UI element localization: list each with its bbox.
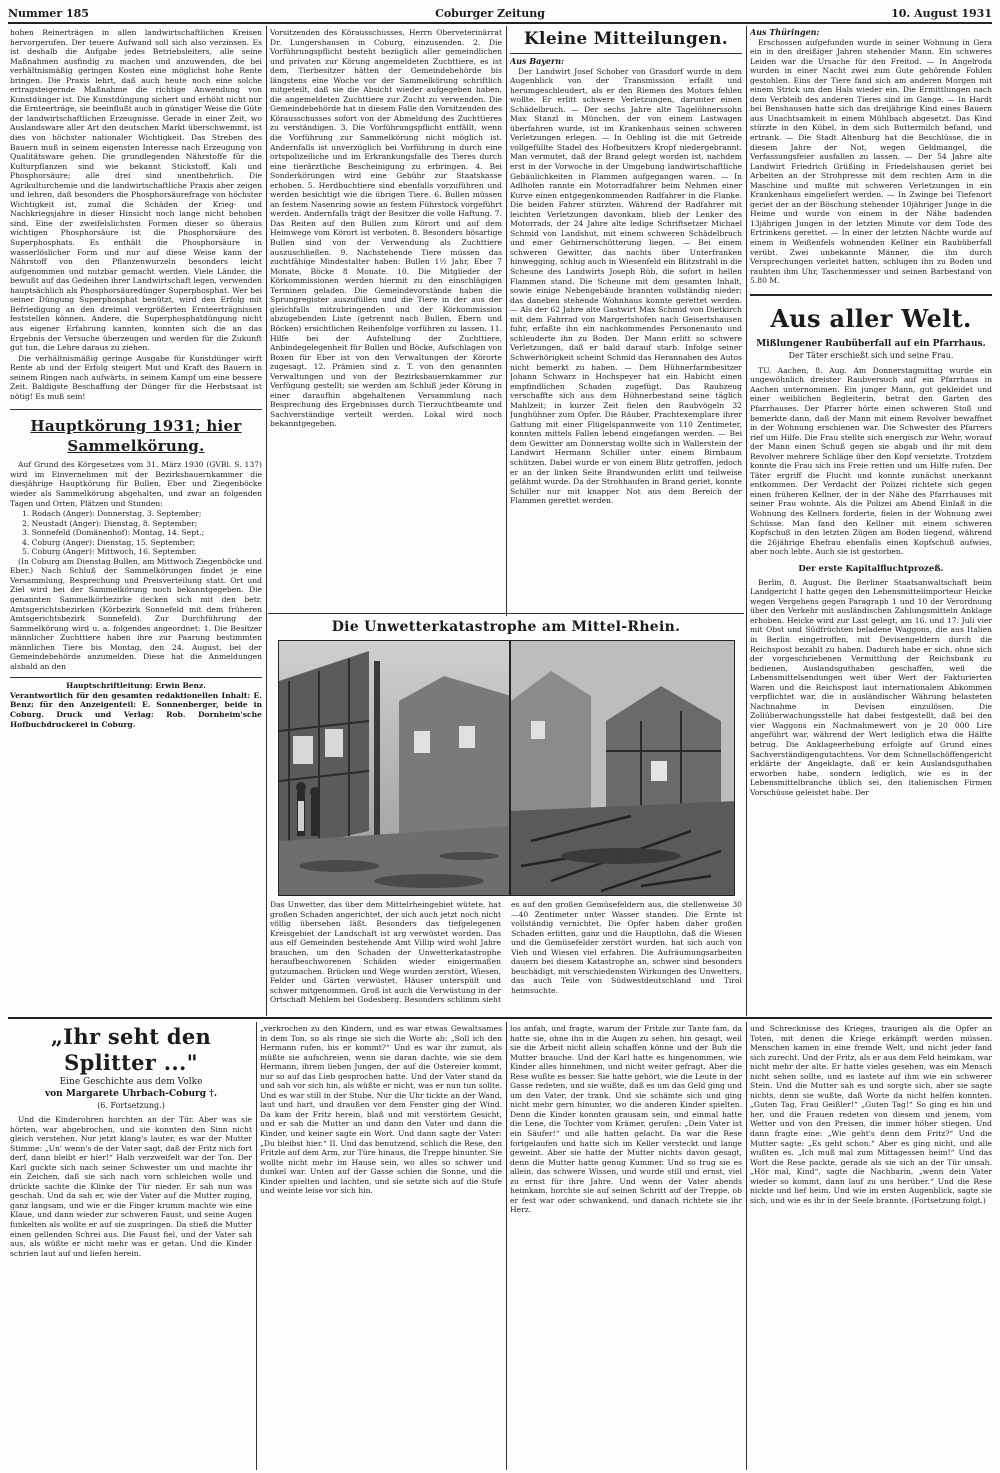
column-rule <box>506 26 507 616</box>
story-column-1 <box>10 1024 252 1469</box>
feuilleton-rule <box>8 1017 992 1019</box>
region-label-thueringen: Aus Thüringen: <box>750 28 820 37</box>
story-text-3: los anfah, und fragte, warum der Fritzle zur Tante fam, da hatte sie, ohne ihn in die Augen zu sehen, hin gesagt, weil sie die Arbeit nicht allein schaffen könne und der Bub die Mutter brauche. Und der Karl hatte es hingenommen, wie Kinder alles hinnehmen, und nicht weiter gefragt. Aber die Rese wußte es besser. Sie hatte gehört, wie die Leute in der Gasse redeten, und sie wußte, daß es um das Geld ging und um den Vater, der trank. Und sie schämte sich und ging nicht mehr gern hinunter, wo die anderen Kinder spielten. Denn die Kinder konnten grausam sein, und einmal hatte die Lene, die Tochter vom Krämer, gerufen: „Dein Vater ist ein Säufer!“ und alle hatten gelacht. Da war die Rese fortgelaufen und hatte sich im Keller versteckt und lange geweint. Aber sie hatte der Mutter nichts davon gesagt, denn die Mutter hatte genug Kummer. Und so trug sie es allein, das schwere Wissen, und wurde still und ernst, viel zu ernst für ihre Jahre. Und wenn der Vater abends heimkam, horchte sie auf seinen Schritt auf der Treppe, ob er fest war oder schwankend, und danach richtete sie ihr Herz. <box>510 1024 742 1215</box>
bayern-news: Der Landwirt Josef Schober von Grasdorf wurde in dem Augenblick von der Transmission erfaßt und herumgeschleudert, als er den Riemen des Motors fehlen wollte. Er erlitt schwere Verletzungen, darunter einen Schädelbruch. — Der sechs Jahre alte Tagelöhnerssohn Max Stanzl in München, der von einem Lastwagen überfahren wurde, ist im Krankenhaus seinen schweren Verletzungen erlegen. — In Oebling ist die mit Getreide vollgefüllte Stadel des Hofbesitzers Kropf niedergebrannt. Man vermutet, daß der Brand gelegt worden ist, nachdem erst in der Vorwoche in der Umgebung landwirtschaftliche Gebäulichkeiten in Flammen aufgegangen waren. — In Adlhofen rannte ein Motorradfahrer beim Nehmen einer Kurve einen entgegenkommenden Radfahrer in die Flanke. Die beiden Fahrer stürzten. Während der Radfahrer mit leichten Verletzungen davonkam, blieb der Lenker des Motorrads, der 24 Jahre alte ledige Schriftsetzer Michael Schmid von Landshut, mit einem schweren Schädelbruch und einer Gehirnerschütterung liegen. — Bei einem schweren Gewitter, das nachts über Unterfranken hinwegging, schlug auch in Wiesenfeld ein Blitzstrahl in die Scheune des Landwirts Joseph Rüb, die sofort in hellen Flammen stand. Die Scheune mit dem gesamten Inhalt, sowie einige Nebengebäude brannten vollständig nieder; das daneben stehende Wohnhaus konnte gerettet werden. — Als der 62 Jahre alte Gastwirt Max Schmid von Dietkirch mit dem Fahrrad von Margertshofen nach Geisertshausen fuhr, erfaßte ihn ein nachkommendes Personenauto und schleuderte ihn zu Boden. Der Mann erlitt so schwere Verletzungen, daß er bald darauf starb. Infolge seiner Schwerhörigkeit scheint Schmid das Herannahen des Autos nicht bemerkt zu haben. — Dem Hühnerfarmbesitzer Johann Schwarz in Hochspeyer hat ein Habicht einen empfindlichen Schaden zugefügt. Das Raubzeug verschaffte sich aus dem Hühnerbestand seine täglich Mahlzeit; in kurzer Zeit fielen den Raubvögeln 32 Junghühner zum Opfer. Die Räuber, Prachtexemplare ihrer Gattung mit einer Flügelspannweite von 110 Zentimeter, konnten mittels Fallen lebend eingefangen werden. — Bei dem Gewitter am Donnerstag wollte sich in Wallerstein der Landwirt Hermann Schiller unter einem Birnbaum schützen. Dabei wurde er von einem Blitz getroffen, jedoch er an der linken Seite Brandwunden erlitt und teilweise gelähmt wurde. Da der Strohhaufen in Brand geriet, konnte Schiller nur mit knapper Not aus dem Bereich der Flammen gerettet werden. <box>510 66 742 506</box>
issue-date: 10. August 1931 <box>891 6 992 20</box>
list-item: 4. Coburg (Anger): Dienstag, 15. September; <box>22 537 196 547</box>
editor-text: Verantwortlich für den gesamten redaktionellen Inhalt: E. Benz; für den Anzeigenteil: E. Sonnenberger, beide in Coburg. Druck und Verlag: Rob. Dornheim'sche Hofbuchdruckerei in Coburg. <box>10 690 262 729</box>
photo-destroyed-houses-illustration <box>511 641 735 896</box>
masthead-rule <box>8 22 992 24</box>
divider <box>10 677 262 678</box>
column-rule <box>746 26 747 1016</box>
koerung-continued: Vorsitzenden des Körausschusses, Herrn Oberveterinärrat Dr. Lungershausen in Coburg, einzusenden. 2. Die Vorführungspflicht besteht bezüglich aller gemeindlichen und privaten zur Körung angemeldeten Zuchttiere, es ist dem, Tierbesitzer hätten der Gemeindebehörde bis längstens eine Woche vor der Sammelkörung schriftlich mitgeteilt, daß sie die Absicht wieder aufgegeben haben, die angemeldeten Zuchttiere zur Zucht zu verwenden. Die Gemeindebehörde hat in diesem Falle den Vorsitzenden des Körausschusses sofort von der Abmeldung des Zuchttieres zu verständigen. 3. Die Vorführungspflicht entfällt, wenn die Vorführung zur Sammelkörung nicht möglich ist. Andernfalls ist unverzüglich bei Vorführung in durch eine ortspolizeiliche und im Erkrankungsfalle des Tieres durch eine tierärztliche Bescheinigung zu erbringen. 4. Bei Sonderkörungen wird eine Gebühr zur Staatskasse erhoben. 5. Herdbuchtiere sind ebenfalls vorzuführen und werden besichtigt wie die übrigen Tiere. 6. Bullen müssen an festem Nasenring sowie an festem Führstock vorgeführt werden. Andernfalls trägt der Besitzer die volle Haftung. 7. Das Reiten auf den Bullen zum Körort und auf dem Heimwege vom Körort ist verboten. 8. Besonders bösartige Bullen sind von der Verwendung als Zuchttiere auszuschließen. 9. Nachstehende Tiere müssen das zuchtfähige Mindestalter haben: Bullen 1½ Jahr, Eber 7 Monate, Böcke 8 Monate. 10. Die Mitglieder der Körkommissionen werden hiermit zu den einschlägigen Terminen geladen. Die Gemeindevorstände haben die Sprungregister auszufüllen und die Tiere in der aus der gleichfalls mitzubringenden und der Körkommission abzugebenden Liste (getrennt nach Bullen, Ebern und Böcken) ersichtlichen Reihenfolge vorführen zu lassen. 11. Hilfe bei der Aufstellung der Zuchttiere, Anbindegelegenheit für Bullen und Böcke, Aufschlagen von Boxen für Eber ist von den Verwaltungen der Körorte zugesagt. 12. Prämien sind z. T. von den genannten Verwaltungen und von der Bezirksbauernkammer zur Verfügung gestellt; sie werden am Schluß jeder Körung in einer daraufhin abgehaltenen Versammlung nach Besprechung des Ergebnisses durch Tierzuchtbeamte und Sachverständige verteilt werden. Lokal wird noch bekanntgegeben. <box>270 28 502 429</box>
koerung-intro: Auf Grund des Körgesetzes vom 31. März 1930 (GVBl. S. 137) wird im Einvernehmen mit der Bezirksbauernkammer die diesjährige Hauptkörung für Bullen, Eber und Ziegenböcke wieder als Sammelkörung abgehalten, und zwar an folgenden Tagen und Orten, Plätzen und Stunden: <box>10 460 262 508</box>
fertilizer-article-end: Die verhältnismäßig geringe Ausgabe für Kunstdünger wirft Rente ab und der Erfolg steigert Mut und Kraft des Bauern in seinem Ringen nach aufwärts, in seinem Kampf um eine bessere Zeit. Baldigste Beschaffung der Dünger für die Herbstsaat ist nötig! Es muß sein! <box>10 353 262 401</box>
divider <box>10 409 262 410</box>
column-3 <box>510 28 742 610</box>
section-head-aus-aller-welt: Aus aller Welt. <box>770 303 972 333</box>
issue-number: Nummer 185 <box>8 6 89 20</box>
kapitalflucht-text: Berlin, 8. August. Die Berliner Staatsanwaltschaft beim Landgericht I hatte gegen den Lebensmittelimporteur Heicke wegen Vergehens gegen Paragraph 1 und 10 der Verordnung über den Verkehr mit ausländischen Zahlungsmitteln Anklage erhoben. Heicke wird zur Last gelegt, am 16. und 17. Juli vier mit Obst und Südfrüchten beladene Waggons, die aus Italien in Berlin eingetroffen, mit Devisengeldern durch die Reichspost bezahlt zu haben. Dadurch habe er sich, ohne sich der vorgeschriebenen Vermittlung der Reichsbank zu bedienen, Auslandsguthaben geschaffen, weil die Lebensmittelsendungen weit über Wert der Fakturierten Waren und die Reichspost laut internationalem Abkommen verpflichtet war, die in ausländischer Währung belasteten Nachnahme in Devisen einzulösen. Die Zollüberwachungsstelle hat dabei festgestellt, daß bei den vier Waggons ein Nachnahmewert von je 20 000 Lire angeführt war, während der Wert lediglich etwa die Hälfte betrug. Die Anklageerhebung erfolgte auf Grund eines Sachverständigengutachtens. Vor dem Schnellschöffengericht erklärte der Angeklagte, daß er kein Auslandsguthaben erworben habe, sondern lediglich, wie es in der Lebensmittelbranche üblich sei, den italienischen Firmen Vorschüsse geleistet habe. Der <box>750 577 992 797</box>
column-rule <box>746 1022 747 1470</box>
headline-raubueberfall: Mißlungener Raubüberfall auf ein Pfarrhaus. <box>756 338 986 349</box>
paper-name: Coburger Zeitung <box>435 6 545 20</box>
list-item: 2. Neustadt (Anger): Dienstag, 8. September; <box>22 518 198 528</box>
section-head-kleine-mitteilungen: Kleine Mitteilungen. <box>523 29 728 49</box>
flood-photo-left <box>278 640 510 896</box>
column-rule <box>266 26 267 1016</box>
region-label-bayern: Aus Bayern: <box>510 56 564 66</box>
story-column-4 <box>750 1024 992 1469</box>
list-item: 1. Rodach (Anger): Donnerstag, 3. September; <box>22 509 202 519</box>
flood-photo-right <box>510 640 735 896</box>
story-column-3 <box>510 1024 742 1469</box>
photo-headline: Die Unwetterkatastrophe am Mittel-Rhein. <box>331 619 681 635</box>
story-title: „Ihr seht den Splitter ..." <box>50 1024 212 1075</box>
column-1 <box>10 28 262 1013</box>
story-subtitle: Eine Geschichte aus dem Volke <box>59 1077 203 1087</box>
story-text-1: Und die Kinderohren horchten an der Tür. Aber was sie hörten, war abgebrochen, und sie konnten den Sinn nicht gleich verstehen. Nur jetzt klang's lauter, es war der Mutter Stimme: „Un' wenn's de der Vater sagt, daß der Fritz nich fort derf, dann bleibt er hier!“ Halb verzweifelt war der Ton. Der Karl guckte sich nach seiner Schwester um und machte ihr ein Zeichen, daß sie sich nach vorn schleichen wolle und drückte sachte die Klinke der Tür nieder. Er sah nun was geschah. Und da sah er, wie der Vater auf die Mutter zuging, ganz langsam, und wie er die Finger krumm machte wie eine Klaue, und dann wieder zur schweren Faust, und seine Augen funkelten als wollte er auf sie zuspringen. Da stieß die Mutter einen gellenden Schrei aus. Die Faust fiel, und der Vater sah aus, als wüßte er nicht mehr was er getan. Und die Kinder schrien laut auf und liefen herein. <box>10 1115 252 1258</box>
story-column-2 <box>260 1024 502 1469</box>
raubueberfall-text: TU. Aachen, 8. Aug. Am Donnerstagmittag wurde ein ungewöhnlich dreister Raubversuch auf ein Pfarrhaus in Aachen unternommen. Ein junger Mann, gut gekleidet und einer weiblichen Begleiterin, betrat den Garten des Pfarrhauses. Der Pfarrer hörte einen schweren Stoß und bemerkte dann, daß der Mann mit einem Revolver bewaffnet in der Wohnung erschienen war. Die Schwester des Pfarrers rief um Hilfe. Die Frau stellte sich energisch zur Wehr, worauf der Mann einen Schuß gegen sie abgab und ihr mit dem Revolver mehrere Schläge über den Kopf versetzte. Trotzdem konnte die Frau sich ins Freie retten und um Hilfe rufen. Der Täter ergriff die Flucht und konnte zunächst unerkannt entkommen. Der Verdacht der Polizei richtete sich gegen einen früheren Kellner, der in der Nähe des Pfarrhauses mit seiner Frau wohnte. Als die Polizei am Abend Einlaß in die Wohnung des Kellners forderte, fielen in der Wohnung zwei Schüsse. Man fand den Kellner mit einem schweren Kopfschuß in den letzten Zügen am Boden liegend, während die 26jährige Ehefrau ebenfalls einen Kopfschuß aufwies, aber noch lebte. Auch sie ist gestorben. <box>750 365 992 557</box>
divider <box>510 53 742 54</box>
thueringen-news: Erschossen aufgefunden wurde in seiner Wohnung in Gera ein in den dreißiger Jahren stehender Mann. Ein schweres Leiden war die Ursache für den Freitod. — In Angelroda wurden in einer Nacht zwei zum Gute gehörende Fohlen gestohlen. Eins der Tiere fand sich am anderen Morgen mit einem Strick um den Hals wieder ein. Die Ermittlungen nach dem Verbleib des anderen Tieres sind im Gange. — In Hardt bei Benshausen hatte sich das dreijährige Kind eines Bauern aus Unachtsamkeit in einem Mühlbach abgesetzt. Das Kind stürzte in den Kübel, in dem sich Buttermilch befand, und ertrank. — Die Stadt Altenburg hat die Beschlüsse, die in diesem Jahre der Not, wegen Geldmangel, die Verfassungsfeier ausfallen zu lassen. — Der 54 Jahre alte Landwirt Friedrich Grüßing in Friedelshausen geriet bei Arbeiten an der Strohpresse mit dem rechten Arm in die Maschine und mußte mit schweren Verletzungen in ein Krankenhaus eingeliefert werden. — In Zwinge bei Tiefenort geriet der an der Böschung stehender 10jähriger Junge in die Heime und wurde von einem in der Nähe badenden 13jährigen Jungen in der letzten Minute vor dem Tode des Ertrinkens gerettet. — In einer der letzten Nächte wurde auf einem in Weißenfels wohnenden Kellner ein Raubüberfall verübt. Zwei unbekannte Männer, die ihn durch Versprechungen verleitet hatten, schlugen ihn zu Boden und raubten ihm Uhr, Taschenmesser und seinen Barbestand von 5.80 M. <box>750 37 992 286</box>
story-author: von Margarete Uhrbach-Coburg †. <box>44 1089 218 1099</box>
masthead <box>8 4 992 22</box>
column-2 <box>270 28 502 610</box>
photo-street-flood-illustration <box>279 641 510 896</box>
story-text-2: „verkrochen zu den Kindern, und es war etwas Gewaltsames in dem Ton, so als ringe sie sich die Worte ab: „Soll ich den Hermann rufen, bis er kommt?“ Und es war ihr zumut, als müßte sie aufschreien, wenn sie daran dachte, wie sie dem Hermann, ihrem lieben Jungen, der auf die Ostereier kommt, nur so auf das Lieb gesprochen hatte. Und der Vater stand da und sah vor sich hin, als wüßte er nicht, was er nun tun sollte. Und es war still in der Stube. Nur die Uhr tickte an der Wand, laut und hart, und draußen vor dem Fenster ging der Wind. Da kam der Fritz herein, blaß und mit verstörtem Gesicht, und er sah die Mutter an und dann den Vater und dann die Kinder, und keiner sagte ein Wort. Und dann sagte der Vater: „Du bleibst hier.“ II. Und das benutzend, schlich die Rese, den Fritzle auf dem Arm, zur Türe hinaus, die Treppe hinunter. Sie wollte nicht mehr im Hause sein, wo alles so schwer und dunkel war. Unten auf der Gasse schien die Sonne, und die Kinder spielten und lachten, und sie setzte sich auf die Stufe und weinte leise vor sich hin. <box>260 1024 502 1196</box>
list-item: 3. Sonnefeld (Domänenhof): Montag, 14. Sept.; <box>22 528 205 538</box>
photo-top-rule <box>268 613 744 614</box>
subheadline-raubueberfall: Der Täter erschießt sich und seine Frau. <box>788 350 954 360</box>
story-text-4: und Schrecknisse des Krieges, traurigen als die Opfer an Toten, mit denen die Kriege erkämpft werden müssen. Menschen kamen in eine fremde Welt, und nicht jeder fand sich zurecht. Und der Fritz, als er aus dem Feld heimkam, war nicht mehr der alte. Er hatte vieles gesehen, was ein Mensch nicht sehen sollte, und es lastete auf ihm wie ein schwerer Stein. Und die Mutter sah es und sorgte sich, aber sie sagte nichts, denn sie wußte, daß Worte da nicht helfen konnten. „Guten Tag, Frau Geißler!“ „Guten Tag!“ So ging es hin und her, und die Frauen redeten von diesem und jenem, vom Wetter und von den Preisen, die immer höher stiegen. Und dann fragte eine: „Wie geht's denn dem Fritz?“ Und die Mutter sagte: „Es geht schon.“ Aber es ging nicht, und alle wußten es. „Ich muß mal zum Mittagessen heim!“ Und das Wort die Rese packte, gerade als sie sich an der Tür umsah. „Hör mal, Kind“, sagte die Nachbarin, „wenn dein Vater wieder so kommt, dann lauf zu uns herüber.“ Und die Rese nickte und lief heim. Und wie im ersten Augenblick, sagte sie sich, und wie es ihr in der Seele brannte. (Fortsetzung folgt.) <box>750 1024 992 1205</box>
headline-kapitalflucht: Der erste Kapitalfluchtprozeß. <box>798 563 944 574</box>
koerung-body: (In Coburg am Dienstag Bullen, am Mittwoch Ziegenböcke und Eber.) Nach Schluß der Sammelkörungen findet je eine Versammlung, Besprechung und Preisverteilung statt. Ort und Ziel wird bei der Sammelkörung noch bekanntgegeben. Die genannten Sammelkörbezirke decken sich mit den betr. Amtsgerichtsbezirken (Körbezirk Sonnefeld mit dem früheren Amtsgerichtsbezirk Sonnefeld). Zur Durchführung der Sammelkörung wird u. a. folgendes angeordnet: 1. Die Besitzer männlicher Zuchttiere haben ihre zur Paarung bestimmten männlichen Tiere bis Montag, den 24. August, bei der Gemeindebehörde anzumelden. Diese hat die Anmeldungen alsbald an den <box>10 556 262 671</box>
story-part: (6. Fortsetzung.) <box>97 1101 165 1110</box>
divider <box>750 294 992 296</box>
article-headline-koerung: Hauptkörung 1931; hier Sammelkörung. <box>30 417 242 456</box>
column-4 <box>750 28 992 1013</box>
list-item: 5. Coburg (Anger): Mittwoch, 16. September. <box>22 547 197 557</box>
column-rule <box>506 1022 507 1470</box>
column-rule <box>256 1022 257 1470</box>
koerung-list <box>10 509 262 557</box>
photo-caption: Das Unwetter, das über dem Mittelrheingebiet wütete, hat großen Schaden angerichtet, der sich auch jetzt noch nicht völlig übersehen läßt. Besonders das tiefgelegenen Kreisgebiet der Landschaft ist arg verwüstet worden. Das aus elf Gemeinden bestehende Amt Villip wird wohl Jahre brauchen, um den Schaden der Unwetterkatastrophe heraufbeschworenen Schäden wieder einigermaßen gutzumachen. Brücken und Wege wurden zerstört, Wiesen, Felder und Gärten verwüstet, Häuser unterspült und schwer mitgenommen. Groß ist auch die Verwüstung in der Ortschaft Mehlem bei Godesberg. Besonders schlimm sieht es auf den großen Gemüsefeldern aus, die stellenweise 30—40 Zentimeter unter Wasser standen. Die Ernte ist vollständig vernichtet. Die Opfer haben daher großen Schaden erlitten, ganz und die Hauptlohn, daß die Wiesen und die Gemüsefelder zerstört wurden, hat sich auch von Vieh und Wiesen viel erfahren. Die Aufräumungsarbeiten dauern bei diesem Katastrophe an, schwer sind besonders beschädigt, mit verschiedensten Wirkungen des Unwetters, das auch Teile von Südwestdeutschland und Tirol heimsuchte. <box>270 900 742 1005</box>
fertilizer-article: hohen Reinerträgen in allen landwirtschaftlichen Kreisen hervorgerufen. Der teuere Aufwand soll sich also verzinsen. Es ist deshalb die Aufgabe jedes Betriebsleiters, alle seine Maßnahmen ausfindig zu machen und anzuwenden, die bei verhältnismäßig geringen Kosten eine möglichst hohe Rente bringen. Die Praxis lehrt, daß auch heute noch eine solche ertragsteigernde Maßnahme die richtige Anwendung von Kunstdünger ist. Die Kunstdüngung sichert und erhöht nicht nur die Ernteerträge, sie beeinflußt auch in günstiger Weise die Güte der landwirtschaftlichen Erzeugnisse. Gerade in einer Zeit, wo Auslandsware aller Art den deutschen Markt überschwemmt, ist dies von höchster nationaler Wichtigkeit. Das Streben des Bauern muß in seinem eigensten Interesse nach Erzeugung von Qualitätsware gehen. Die grundlegenden Nährstoffe für die Kulturpflanzen sind wie bekannt Stickstoff, Kali und Phosphorsäure; alle drei sind unentbehrlich. Die Agrikulturchemie und die landwirtschaftliche Praxis aber zeigen und lehren, daß besonders die Phosphorsäurefrage von höchster Wichtigkeit ist, zumal die Schäden der Krieg- und Nachkriegsjahre in dieser Hinsicht noch lange nicht behoben sind. Eine der zweifelslichsten Formen dieser so überaus wichtigen Phosphorsäure ist die Phosphorsäure des Superphosphats. Es enthält die Phosphorsäure in wasserlöslicher Form und nur auf diese Weise kann der Nährstoff von den Pflanzenwurzeln besonders leicht aufgenommen und nutzbar gemacht werden. Viele Länder, die bewußt auf das Gedeihen ihrer Landwirtschaft legen, verwenden hauptsächlich als Phosphorsäuredünger Superphosphat. Wer bei seiner Düngung Superphosphat benützt, wird den Erfolg mit Befriedigung an den dreimal vergrößerten Ernteerträgnissen feststellen können. Andere, die Superphosphatdüngung nicht aus eigener Erfahrung kannten, konnten sich die an das Ergebnis der Versuche überzeugen und werden für die Zukunft gut tun, die Lehre daraus zu ziehen. <box>10 28 262 353</box>
editor-label: Hauptschriftleitung: Erwin Benz. <box>66 681 206 691</box>
